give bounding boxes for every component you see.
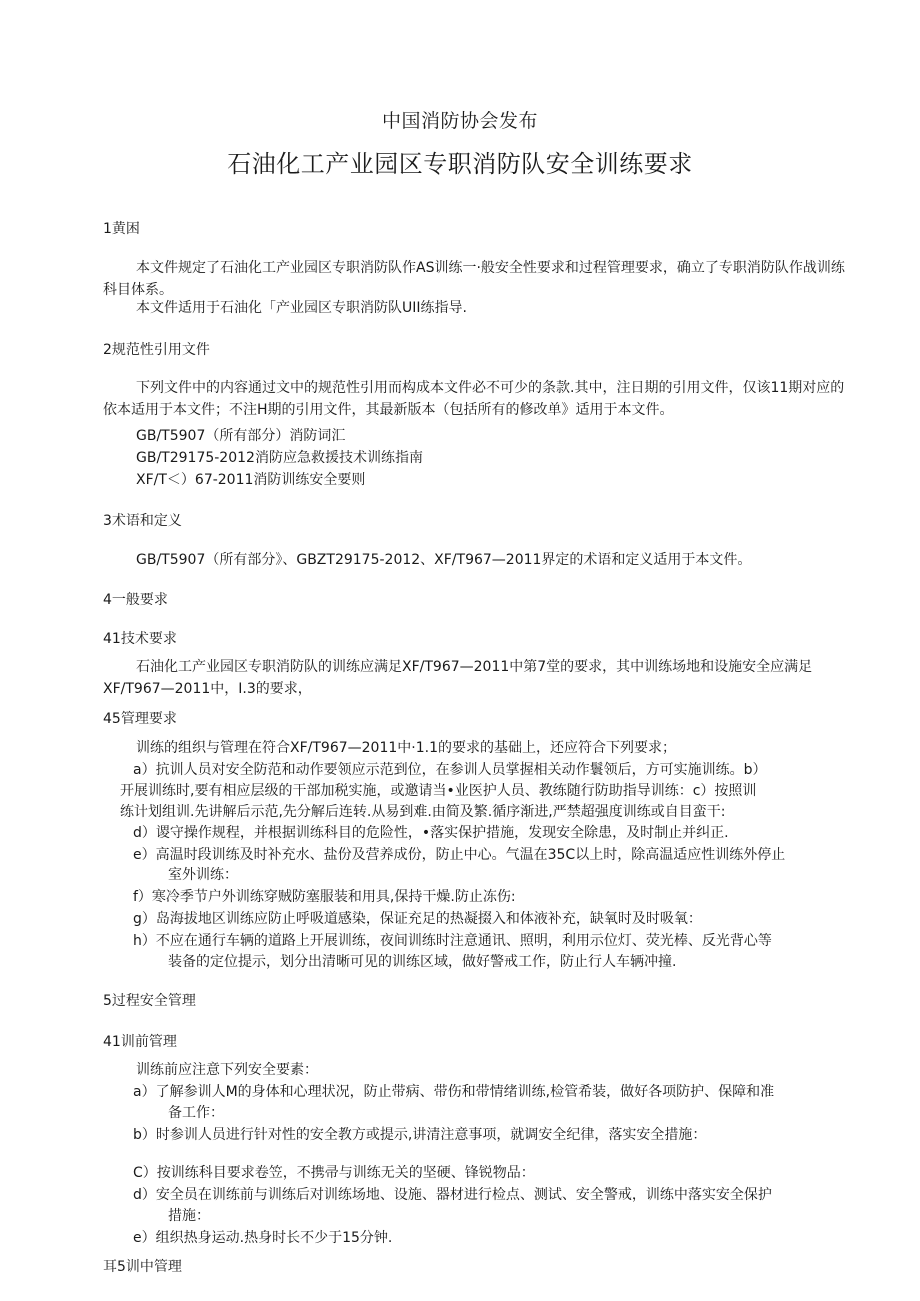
list-item-continuation: 备工作： bbox=[168, 1105, 224, 1121]
section-5-1-intro: 训练前应注意下列安全要素： bbox=[136, 1062, 318, 1078]
list-item-b: b）时参训人员进行针对性的安全教方或提示,讲清注意事项，就调安全纪律，落实安全措施： bbox=[133, 1127, 707, 1143]
list-item-c: C）按训练科目要求卷笠，不携帚与训练无关的坚硬、锋锐物品： bbox=[133, 1165, 535, 1181]
section-5-2-heading: 耳5训中管理 bbox=[103, 1259, 182, 1275]
section-3-paragraph: GB/T5907（所有部分》、GBZT29175-2012、XF/T967—2011界定的术语和定义适用于本文件。 bbox=[136, 552, 752, 568]
reference-item: GB/T29175-2012消防应急救援技术训练指南 bbox=[136, 450, 423, 466]
section-1-paragraph-1: 本文件规定了石油化工产业园区专职消防队作AS训练一·般安全性要求和过程管理要求，确立了专职消防队作战训练科目体系。 bbox=[103, 260, 845, 298]
list-item-e: e）高温时段训练及时补充水、盐份及营养成份，防止中心。气温在35C以上时，除高温适应性训练外停止 bbox=[133, 847, 786, 863]
list-item-continuation: 开展训练时,要有相应层级的干部加税实施，或邀请当•业医护人员、教练随行防助指导训练：c）按照训 bbox=[120, 783, 757, 799]
list-item-d: d）安全员在训练前与训练后对训练场地、设施、器材进行检点、测试、安全警戒，训练中落实安全保护 bbox=[133, 1187, 772, 1203]
list-item-continuation: 措施： bbox=[168, 1208, 210, 1224]
list-item-h: h）不应在通行车辆的道路上开展训练，夜间训练时注意通讯、照明，利用示位灯、荧光棒、反光背心等 bbox=[133, 933, 772, 949]
publisher-line: 中国消防协会发布 bbox=[381, 110, 538, 132]
section-4-5-heading: 45管理要求 bbox=[103, 711, 177, 727]
list-item-continuation: 练计划组训.先讲解后示范,先分解后连转.从易到难.由简及繁.循序渐进,严禁超强度训练或自目蛮干: bbox=[120, 804, 726, 820]
section-1-paragraph-2: 本文件适用于石油化「产业园区专职消防队UII练指导. bbox=[136, 300, 467, 316]
list-item-a: a）了解参训人M的身体和心理状况，防止带病、带伤和带情绪训练,检管希装，做好各项防护、保障和准 bbox=[133, 1084, 775, 1100]
list-item-continuation: 室外训练： bbox=[168, 867, 238, 883]
section-2-heading: 2规范性引用文件 bbox=[103, 342, 210, 358]
section-5-1-heading: 41训前管理 bbox=[103, 1034, 177, 1050]
section-4-1-paragraph: 石油化工产业园区专职消防队的训练应满足XF/T967—2011中第7堂的要求，其中训练场地和设施安全应满足XF/T967—2011中，I.3的要求， bbox=[103, 659, 813, 697]
list-item-e: e）组织热身运动.热身时长不少于15分钟. bbox=[133, 1230, 393, 1246]
section-4-5-intro: 训练的组织与管理在符合XF/T967—2011中·1.1的要求的基础上，还应符合下列要求； bbox=[136, 740, 676, 756]
section-1-heading: 1黄困 bbox=[103, 221, 140, 237]
section-4-1-heading: 41技术要求 bbox=[103, 631, 177, 647]
reference-item: GB/T5907（所有部分）消防词汇 bbox=[136, 428, 346, 444]
section-3-heading: 3术语和定义 bbox=[103, 513, 182, 529]
list-item-f: f）寒冷季节户外训练穿贼防塞服装和用具,保持干燥.防止冻伤: bbox=[133, 889, 516, 905]
list-item-d: d）谡守操作规程，并根据训练科目的危险性，•落实保护措施，发现安全除患，及时制止并纠正. bbox=[133, 825, 729, 841]
reference-item: XF/T＜）67-2011消防训练安全要则 bbox=[136, 472, 366, 488]
section-2-paragraph-1: 下列文件中的内容通过文中的规范性引用而构成本文件必不可少的条款.其中，注日期的引用文件，仅该11期对应的依本适用于本文件；不注H期的引用文件，其最新版本（包括所有的修改单》适用于本文件。 bbox=[103, 380, 845, 418]
list-item-a-b: a）抗训人员对安全防范和动作要领应示范到位，在参训人员掌握相关动作鬟领后，方可实施训练。b） bbox=[133, 762, 767, 778]
list-item-g: g）岛海拔地区训练应防止呼吸道感染，保证充足的热凝掇入和体液补充，缺氧时及时吸氧： bbox=[133, 911, 702, 927]
document-title: 石油化工产业园区专职消防队安全训练要求 bbox=[227, 150, 693, 178]
section-4-heading: 4一般要求 bbox=[103, 592, 168, 608]
section-5-heading: 5过程安全管理 bbox=[103, 993, 196, 1009]
list-item-continuation: 装备的定位提示，划分出清晰可见的训练区域，做好警戒工作，防止行人车辆冲撞. bbox=[168, 954, 677, 970]
